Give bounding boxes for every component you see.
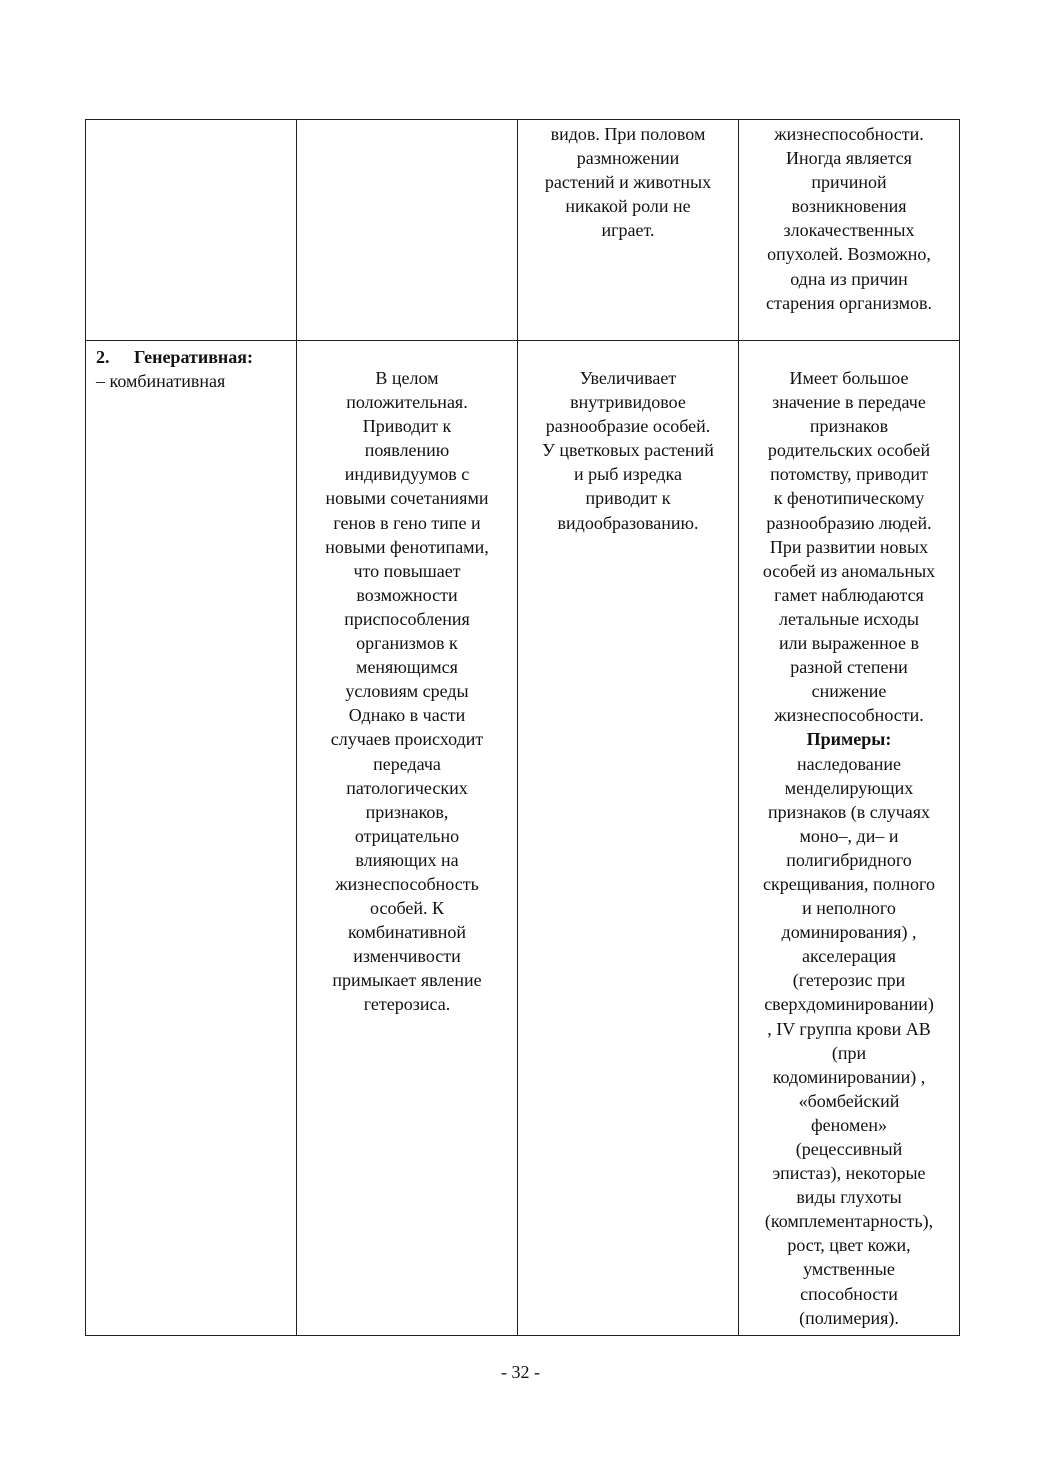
significance-text: В целом положительная. Приводит к появлению индивидуумов с новыми сочетаниями генов в гено типе и новыми фенотипами, что повышает возможности приспособления организмов к меняющимся условиям среды Однако в части случаев происходит передача патологических признаков, отрицательно влияющих на жизнеспособность особей. К комбинативной изменчивости примыкает явление гетерозиса.: [325, 368, 489, 1015]
cell-human-continued: [739, 120, 960, 341]
examples-text: наследование менделирующих признаков (в случаях моно–, ди– и полигибридного скрещивания, полного и неполного доминирования) , акселерация (гетерозис при сверхдоминировании) , IV группа крови AB (при кодоминировании) , «бомбейский феномен» (рецессивный эпистаз), некоторые виды глухоты (комплементарность), рост, цвет кожи, умственные способности (полимерия).: [763, 753, 935, 1328]
cell-significance-generative: [297, 341, 518, 1336]
cell-evolution-generative: [518, 341, 739, 1336]
heading-number: 2.: [96, 347, 110, 367]
variability-subtype: – комбинативная: [96, 371, 226, 392]
cell-significance-continued: [297, 120, 518, 341]
table-row-generative: [86, 341, 960, 1336]
examples-label: Примеры:: [806, 729, 892, 750]
table-row-continued: [86, 120, 960, 341]
variability-table: [85, 119, 960, 1336]
evolution-text: Увеличивает внутривидовое разнообразие особей. У цветковых растений и рыб изредка приводит к видообразованию.: [542, 368, 714, 533]
heading-title: Генеративная:: [134, 347, 254, 367]
cell-human-generative: [739, 341, 960, 1336]
human-text: жизнеспособности. Иногда является причиной возникновения злокачественных опухолей. Возможно, одна из причин старения организмов.: [766, 124, 932, 313]
cell-evolution-continued: [518, 120, 739, 341]
page-number: - 32 -: [501, 1362, 540, 1382]
variability-heading: [96, 345, 290, 369]
human-intro-text: Имеет большое значение в передаче признаков родительских особей потомству, приводит к фенотипическому разнообразию людей. При развитии новых особей из аномальных гамет наблюдаются летальные исходы или выраженное в разной степени снижение жизнеспособности.: [762, 368, 936, 726]
cell-type-continued: [86, 120, 297, 341]
cell-type-generative: [86, 341, 297, 1336]
evolution-text: видов. При половом размножении растений и животных никакой роли не играет.: [544, 124, 712, 241]
